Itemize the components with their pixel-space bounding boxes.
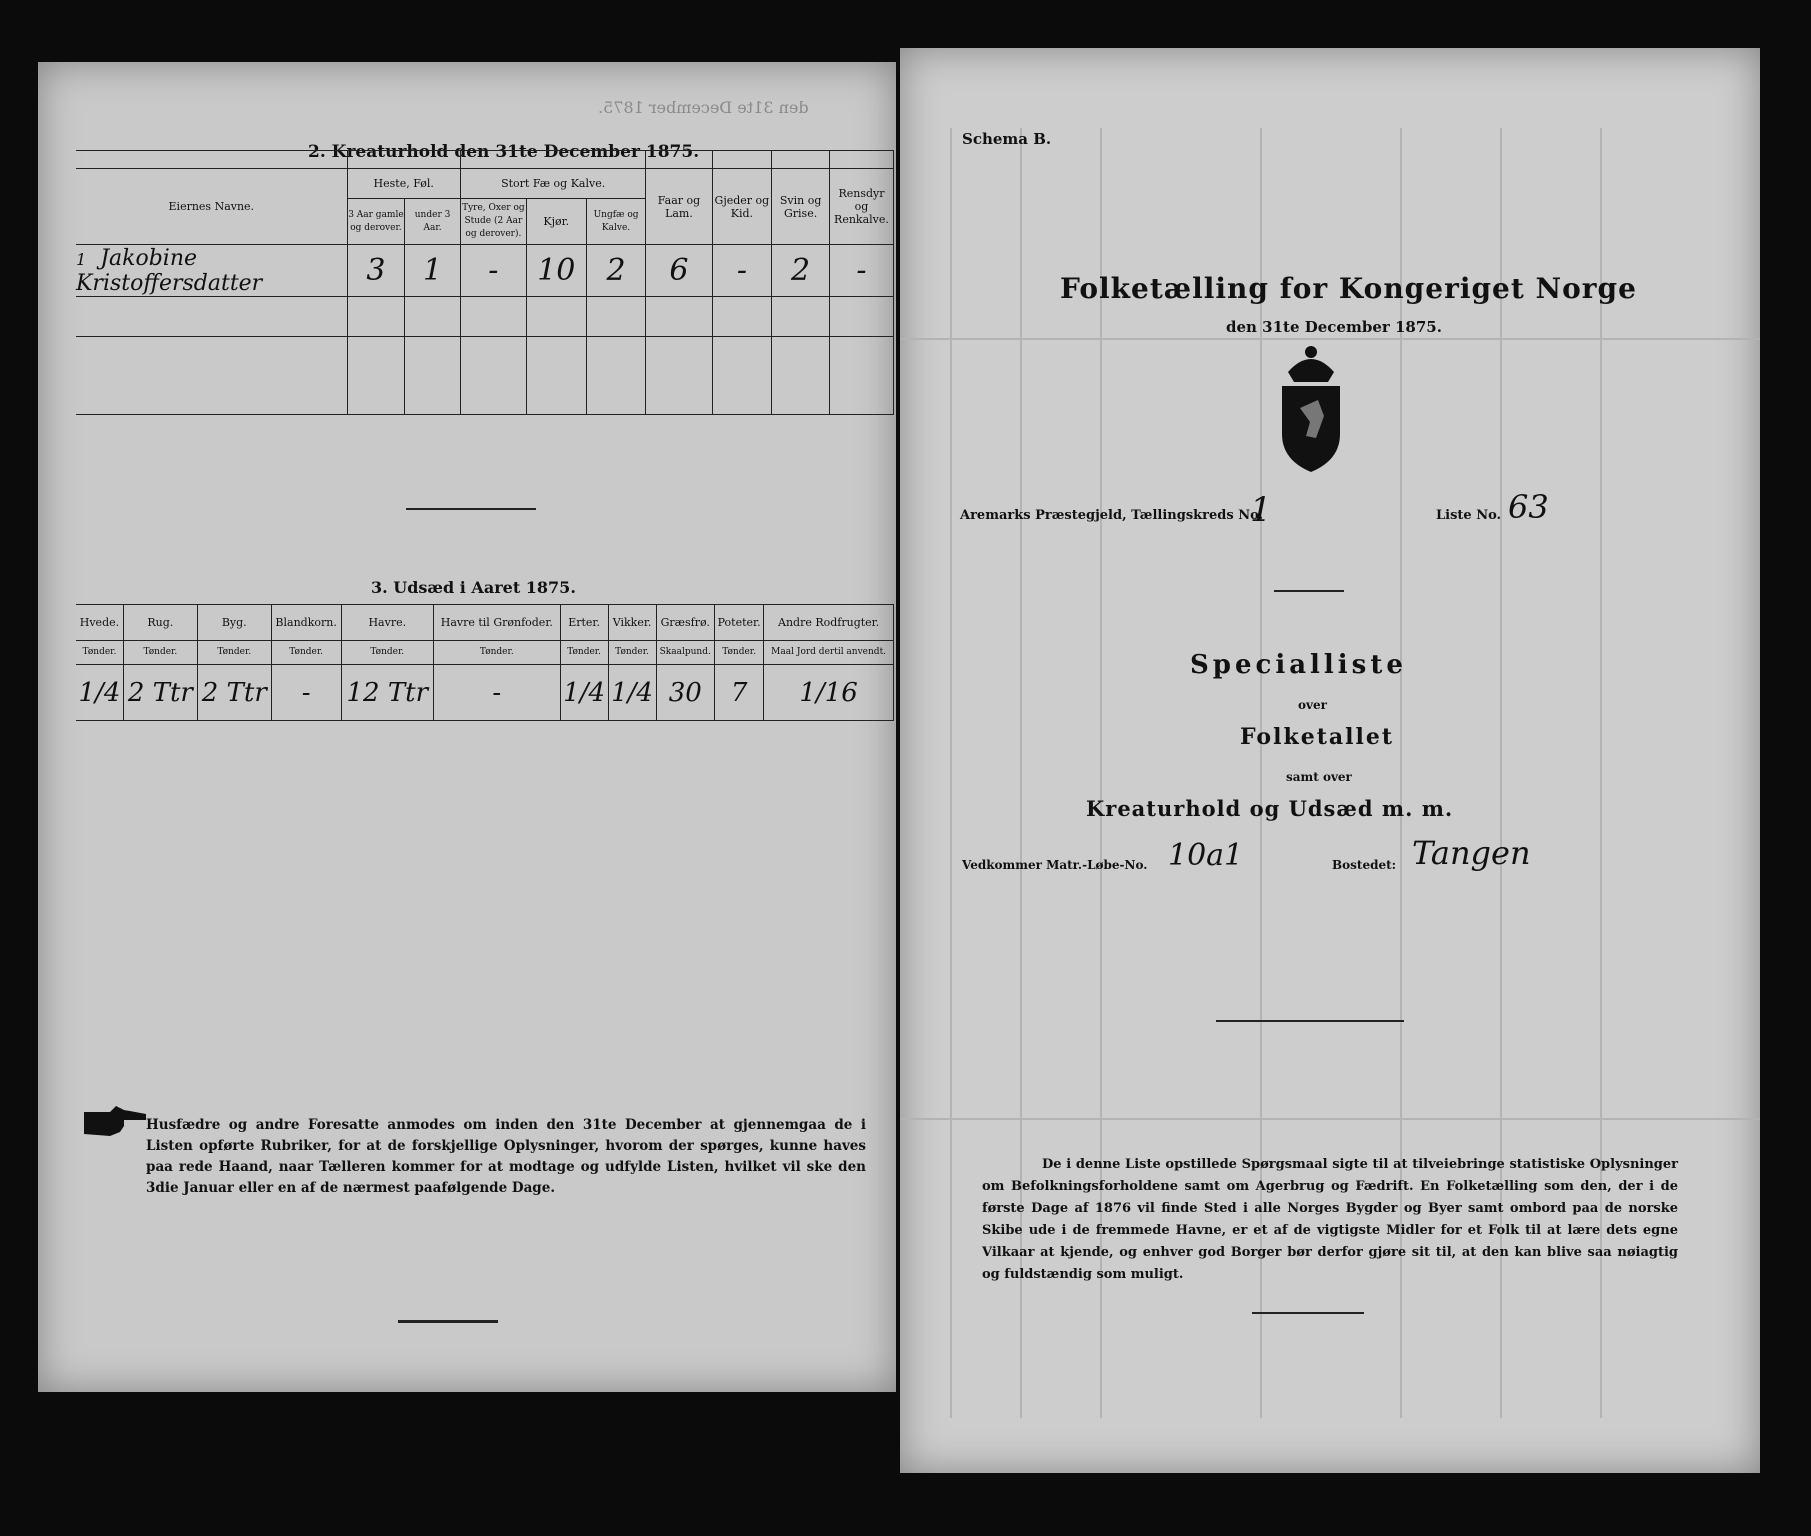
udsaed-header-1: Rug. bbox=[123, 605, 197, 641]
empty-cell bbox=[829, 297, 893, 337]
udsaed-table bbox=[76, 604, 894, 721]
udsaed-header-8: Græsfrø. bbox=[656, 605, 714, 641]
udsaed-value-0: 1/4 bbox=[76, 665, 123, 721]
empty-cell bbox=[646, 297, 712, 337]
matr-value: 10a1 bbox=[1168, 838, 1244, 873]
udsaed-unit-7: Tønder. bbox=[608, 641, 656, 665]
table-row bbox=[76, 337, 894, 415]
udsaed-unit-10: Maal Jord dertil anvendt. bbox=[764, 641, 894, 665]
owner-name: Jakobine Kristoffersdatter bbox=[76, 245, 263, 296]
empty-cell bbox=[347, 337, 405, 415]
header-rens: Rensdyr og Renkalve. bbox=[829, 169, 893, 245]
header-ungfae: Ungfæ og Kalve. bbox=[586, 199, 646, 245]
grid-line bbox=[950, 128, 952, 1418]
udsaed-header-2: Byg. bbox=[197, 605, 271, 641]
udsaed-header-10: Andre Rodfrugter. bbox=[764, 605, 894, 641]
empty-cell bbox=[76, 297, 347, 337]
samt-over-text: samt over bbox=[1286, 770, 1352, 784]
cell-heste-3aar: 3 bbox=[347, 245, 405, 297]
divider bbox=[398, 1320, 498, 1323]
owner-name-cell bbox=[76, 245, 347, 297]
col-guide bbox=[646, 151, 712, 169]
cell-svin: 2 bbox=[772, 245, 830, 297]
tellingskreds-value: 1 bbox=[1250, 490, 1272, 530]
udsaed-unit-4: Tønder. bbox=[341, 641, 433, 665]
form-subtitle: den 31te December 1875. bbox=[1226, 318, 1442, 336]
udsaed-value-3: - bbox=[271, 665, 341, 721]
header-owner-name: Eiernes Navne. bbox=[76, 169, 347, 245]
bosted-value: Tangen bbox=[1412, 834, 1531, 872]
udsaed-header-9: Poteter. bbox=[714, 605, 763, 641]
pointing-hand-icon bbox=[80, 1102, 150, 1142]
section2-title: 2. Kreaturhold den 31te December 1875. bbox=[308, 142, 700, 162]
udsaed-value-8: 30 bbox=[656, 665, 714, 721]
table-row bbox=[76, 297, 894, 337]
empty-cell bbox=[76, 337, 347, 415]
col-guide bbox=[76, 151, 347, 169]
udsaed-header-5: Havre til Grønfoder. bbox=[433, 605, 560, 641]
cell-gjeder: - bbox=[712, 245, 772, 297]
header-heste-3aar: 3 Aar gamle og derover. bbox=[347, 199, 405, 245]
udsaed-header-0: Hvede. bbox=[76, 605, 123, 641]
col-guide bbox=[460, 151, 646, 169]
udsaed-unit-2: Tønder. bbox=[197, 641, 271, 665]
header-heste-under3: under 3 Aar. bbox=[405, 199, 461, 245]
udsaed-unit-9: Tønder. bbox=[714, 641, 763, 665]
udsaed-unit-8: Skaalpund. bbox=[656, 641, 714, 665]
bosted-label: Bostedet: bbox=[1332, 858, 1397, 872]
cell-tyre: - bbox=[460, 245, 526, 297]
empty-cell bbox=[772, 337, 830, 415]
col-guide bbox=[712, 151, 772, 169]
col-guide bbox=[772, 151, 830, 169]
udsaed-value-6: 1/4 bbox=[560, 665, 608, 721]
empty-cell bbox=[526, 297, 586, 337]
empty-cell bbox=[712, 297, 772, 337]
header-tyre: Tyre, Oxer og Stude (2 Aar og derover). bbox=[460, 199, 526, 245]
udsaed-header-6: Erter. bbox=[560, 605, 608, 641]
udsaed-value-10: 1/16 bbox=[764, 665, 894, 721]
table-row bbox=[76, 245, 894, 297]
cell-rens: - bbox=[829, 245, 893, 297]
empty-cell bbox=[347, 297, 405, 337]
udsaed-value-1: 2 Ttr bbox=[123, 665, 197, 721]
udsaed-header-3: Blandkorn. bbox=[271, 605, 341, 641]
udsaed-header-row bbox=[76, 605, 894, 641]
header-gjeder: Gjeder og Kid. bbox=[712, 169, 772, 245]
section3-title: 3. Udsæd i Aaret 1875. bbox=[371, 578, 576, 597]
udsaed-units-row bbox=[76, 641, 894, 665]
udsaed-unit-5: Tønder. bbox=[433, 641, 560, 665]
empty-cell bbox=[772, 297, 830, 337]
header-kjor: Kjør. bbox=[526, 199, 586, 245]
kreaturhold-table bbox=[76, 150, 894, 415]
divider bbox=[1252, 1312, 1364, 1314]
over-text: over bbox=[1298, 698, 1327, 712]
empty-cell bbox=[829, 337, 893, 415]
empty-cell bbox=[526, 337, 586, 415]
col-guide bbox=[829, 151, 893, 169]
empty-cell bbox=[460, 337, 526, 415]
norway-coat-of-arms-icon bbox=[1266, 338, 1356, 478]
form-title: Folketælling for Kongeriget Norge bbox=[1060, 272, 1637, 305]
udsaed-value-5: - bbox=[433, 665, 560, 721]
row-number: 1 bbox=[76, 249, 87, 269]
udsaed-value-7: 1/4 bbox=[608, 665, 656, 721]
cell-heste-under3: 1 bbox=[405, 245, 461, 297]
kreaturhold-heading: Kreaturhold og Udsæd m. m. bbox=[1086, 796, 1454, 821]
empty-cell bbox=[405, 297, 461, 337]
header-svin: Svin og Grise. bbox=[772, 169, 830, 245]
header-faar: Faar og Lam. bbox=[646, 169, 712, 245]
matr-label: Vedkommer Matr.-Løbe-No. bbox=[962, 858, 1148, 872]
cell-kjor: 10 bbox=[526, 245, 586, 297]
divider bbox=[406, 508, 536, 510]
liste-label: Liste No. bbox=[1436, 508, 1502, 523]
divider bbox=[1274, 590, 1344, 592]
cell-ungfae: 2 bbox=[586, 245, 646, 297]
grid-line bbox=[900, 1118, 1760, 1120]
divider bbox=[1216, 1020, 1404, 1022]
table-row bbox=[76, 665, 894, 721]
right-page bbox=[900, 48, 1760, 1473]
udsaed-unit-1: Tønder. bbox=[123, 641, 197, 665]
specialliste-heading: Specialliste bbox=[1190, 650, 1407, 680]
info-text: De i denne Liste opstillede Spørgsmaal sigte til at tilveiebringe statistiske Oplysninger om Befolkningsforholdene samt om Agerbrug og Fædrift. En Folketælling som den, der i de første Dage af 1876 vil finde Sted i alle Norges Bygder og Byer samt ombord paa de norske Skibe ude i de fremmede Havne, er et af de vigtigste Midler for et Folk til at lære dets egne Vilkaar at kjende, og enhver god Borger bør derfor gjøre sit til, at den kan blive saa nøiagtig og fuldstændig som muligt. bbox=[982, 1157, 1678, 1282]
cell-faar: 6 bbox=[646, 245, 712, 297]
empty-cell bbox=[586, 337, 646, 415]
header-stort-fae: Stort Fæ og Kalve. bbox=[460, 169, 646, 199]
udsaed-header-7: Vikker. bbox=[608, 605, 656, 641]
udsaed-unit-3: Tønder. bbox=[271, 641, 341, 665]
udsaed-value-2: 2 Ttr bbox=[197, 665, 271, 721]
empty-cell bbox=[646, 337, 712, 415]
empty-cell bbox=[712, 337, 772, 415]
empty-cell bbox=[586, 297, 646, 337]
mirror-header: den 31te December 1875. bbox=[598, 98, 809, 117]
udsaed-unit-0: Tønder. bbox=[76, 641, 123, 665]
udsaed-value-9: 7 bbox=[714, 665, 763, 721]
col-guide bbox=[347, 151, 460, 169]
prestegjeld-label: Aremarks Præstegjeld, Tællingskreds No. bbox=[960, 508, 1264, 523]
udsaed-header-4: Havre. bbox=[341, 605, 433, 641]
empty-cell bbox=[460, 297, 526, 337]
empty-cell bbox=[405, 337, 461, 415]
schema-label: Schema B. bbox=[962, 130, 1052, 148]
left-page bbox=[38, 62, 896, 1392]
header-heste: Heste, Føl. bbox=[347, 169, 460, 199]
folketallet-heading: Folketallet bbox=[1240, 724, 1394, 750]
liste-value: 63 bbox=[1508, 488, 1549, 526]
udsaed-value-4: 12 Ttr bbox=[341, 665, 433, 721]
udsaed-unit-6: Tønder. bbox=[560, 641, 608, 665]
notice-text: Husfædre og andre Foresatte anmodes om inden den 31te December at gjennemgaa de i Listen opførte Rubriker, for at de forskjellige Oplysninger, hvorom der spørges, kunne haves paa rede Haand, naar Tælleren kommer for at modtage og udfylde Listen, hvilket vil ske den 3die Januar eller en af de nærmest paafølgende Dage. bbox=[146, 1117, 866, 1196]
